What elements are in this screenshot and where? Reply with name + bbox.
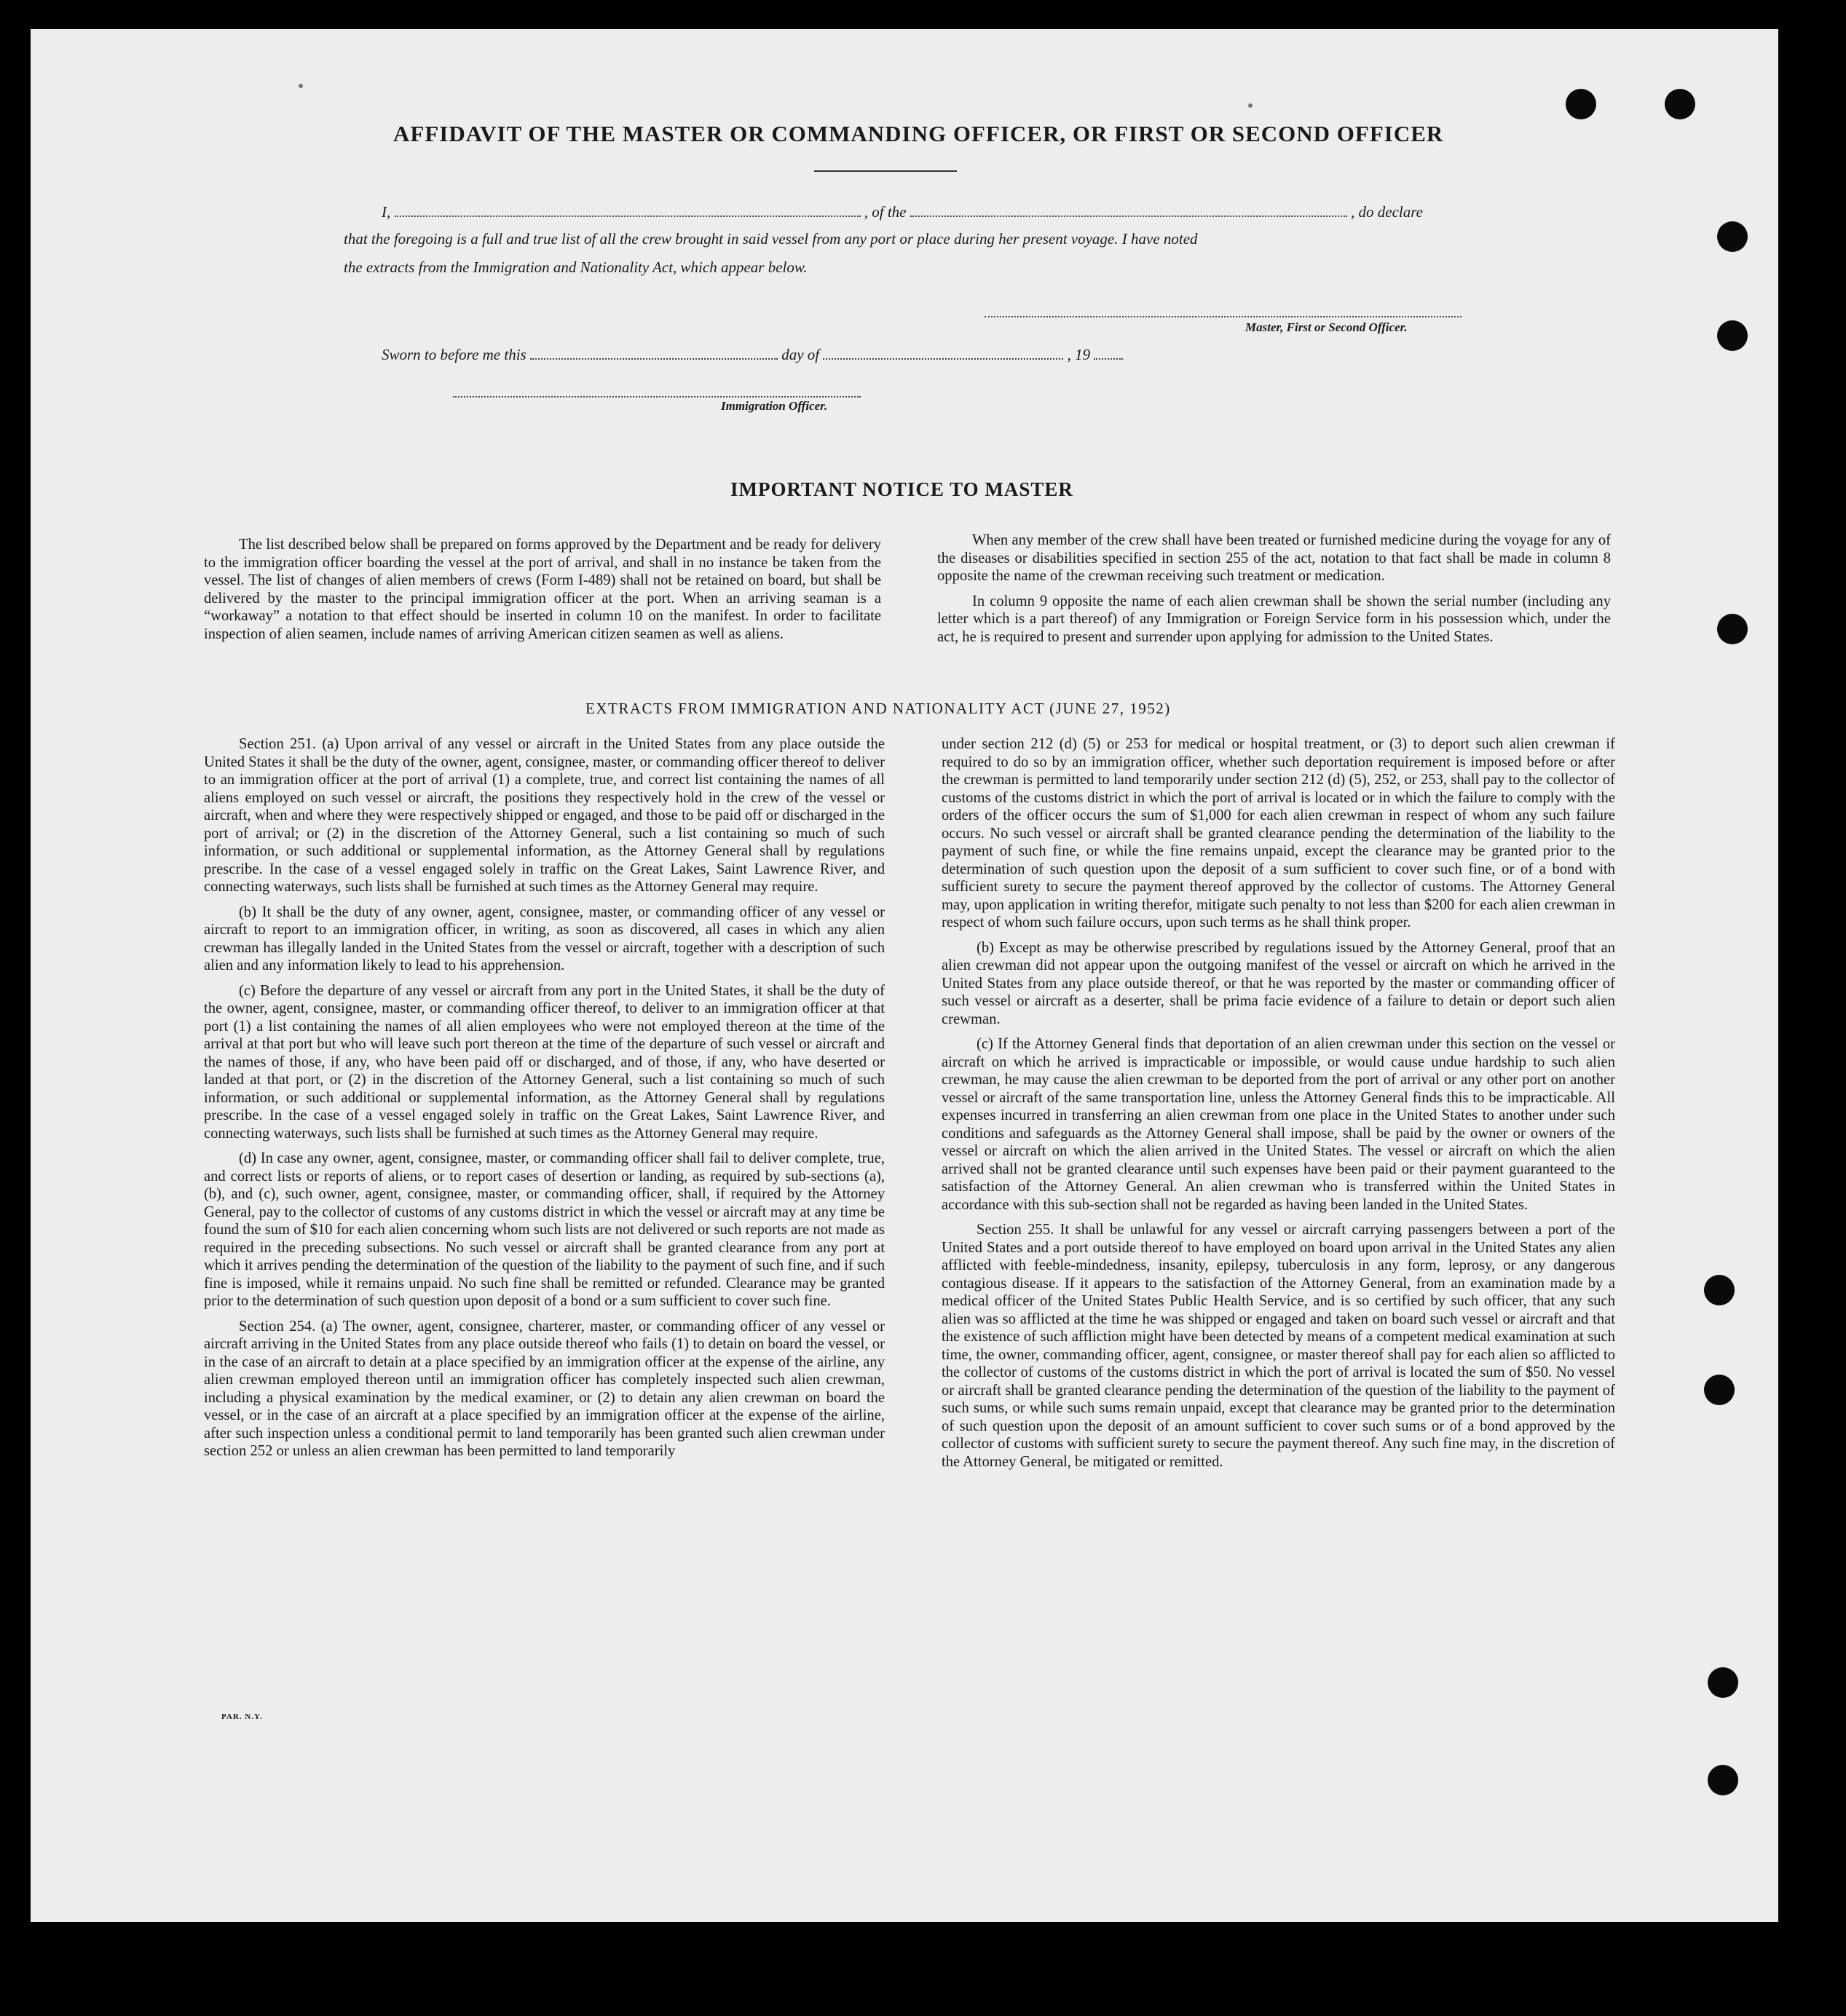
punch-hole-4 [1717,320,1748,351]
sworn-day-blank [530,345,778,360]
title-underline [814,170,957,172]
punch-hole-3 [1717,221,1748,252]
punch-hole-7 [1704,1375,1735,1405]
notice-left-column [204,536,881,650]
section-255-paragraph: Section 255. It shall be unlawful for any vessel or aircraft carrying passengers between a port of the United States and a port outside thereof to have employed on board upon arrival in the United States any alien afflicted with feeble-mindedness, insanity, epilepsy, tuberculosis in any form, leprosy, or any dangerous contagious disease. If it appears to the satisfaction of the Attorney General, from an examination made by a medical officer of the United States Public Health Service, and is so certified by such officer, that any such alien was so afflicted at the time he was shipped or engaged and taken on board such vessel or aircraft and that the existence of such affliction might have been detected by means of a competent medical examination at such time, the owner, commanding officer, agent, consignee, or master thereof shall pay for each alien so afflicted to the collector of customs of the customs district in which the port of arrival is located the sum of $50. No vessel or aircraft shall be granted clearance pending the determination of the question of the liability to the payment of such sums, or while such sums remain unpaid, except that clearance may be granted prior to the determination of such question upon the deposit of an amount sufficient to cover such sums or of a bond approved by the collector of customs with sufficient surety to secure the payment thereof. Any such fine may, in the discretion of the Attorney General, be mitigated or remitted. [942,1222,1615,1470]
sworn-month-blank [823,345,1063,360]
sworn-line [382,345,1123,364]
sworn-label: Sworn to before me this [382,346,526,363]
section-251b-paragraph: (b) It shall be the duty of any owner, agent, consignee, master, or commanding officer of any vessel or aircraft to report to an immigration officer, in writing, as soon as discovered, all cases in which any alien crewman has illegally landed in the United States from the vessel or aircraft, together with a description of such alien and any information likely to lead to his apprehension. [204,904,885,973]
officer-signature-line [453,396,861,398]
sworn-year-blank [1094,345,1123,360]
section-251d-paragraph: (d) In case any owner, agent, consignee, master, or commanding officer shall fail to deliver complete, true, and correct lists or reports of aliens, or to report cases of desertion or landing, as required by sub-sections (a), (b), and (c), such owner, agent, consignee, master, or commanding officer, shall, if required by the Attorney General, pay to the collector of customs of any customs district in which the vessel or aircraft may at any time be found the sum of $10 for each alien concerning whom such lists are not delivered or such reports are not made as required in the preceding subsections. No such vessel or aircraft shall be granted clearance from any port at which it arrives pending the determination of the question of the liability to the payment of such fine, and if such fine is imposed, while it remains unpaid. No such fine shall be remitted or refunded. Clearance may be granted prior to the determination of such question upon deposit of a bond or a sum sufficient to cover such fine. [204,1150,885,1309]
punch-hole-9 [1708,1765,1738,1795]
section-251c-paragraph: (c) Before the departure of any vessel or aircraft from any port in the United States, it shall be the duty of the owner, agent, consignee, master, or commanding officer thereof, to deliver to an immigration officer at that port (1) a list containing the names of all alien employees who were not employed thereon at the time of the arrival at that port but who will leave such port thereon at the time of the departure of such vessel or aircraft and the names of those, if any, who have been paid off or discharged, and of those, if any, who have deserted or landed at that port, or (2) in the discretion of the Attorney General, such a list containing so much of such information, or such additional or supplemental information, as the Attorney General shall by regulations prescribe. In the case of a vessel engaged solely in traffic on the Great Lakes, Saint Lawrence River, and connecting waterways, such lists shall be furnished at such times as the Attorney General may require. [204,982,885,1142]
name-blank [395,202,861,217]
notice-paragraph: The list described below shall be prepared on forms approved by the Department and be ready for delivery to the immigration officer boarding the vessel at the port of arrival, and shall in no instance be taken from the vessel. The list of changes of alien members of crews (Form I-489) shall not be retained on board, but shall be delivered by the master to the principal immigration officer at the port. When an arriving seaman is a “workaway” a notation to that effect should be inserted in column 10 on the manifest. In order to facilitate inspection of alien seamen, include names of arriving American citizen seamen as well as aliens. [204,537,881,642]
section-254c-paragraph: (c) If the Attorney General finds that deportation of an alien crewman under this section on the vessel or aircraft on which he arrived is impracticable or impossible, or would cause undue hardship to such alien crewman, he may cause the alien crewman to be deported from the port of arrival or any other port on another vessel or aircraft of the same transportation line, unless the Attorney General finds this to be impracticable. All expenses incurred in transferring an alien crewman from one place in the United States to another under such conditions and safeguards as the Attorney General shall impose, shall be paid by the owner or owners of the vessel or aircraft on which the alien arrived in the United States. The vessel or aircraft on which the alien arrived shall not be granted clearance until such expenses have been paid or their payment guaranteed to the satisfaction of the Attorney General. An alien crewman who is transferred within the United States in accordance with this sub-section shall not be regarded as having been landed in the United States. [942,1036,1615,1213]
master-signature-label: Master, First or Second Officer. [1245,320,1408,334]
affidavit-line-1 [382,202,1423,221]
notice-right-column [937,531,1611,653]
extracts-right-column [942,735,1615,1478]
affidavit-do-declare: , do declare [1351,203,1423,221]
extracts-heading: EXTRACTS FROM IMMIGRATION AND NATIONALITY ACT (JUNE 27, 1952) [585,700,1171,717]
sworn-year-prefix: , 19 [1067,346,1091,363]
punch-hole-1 [1566,89,1596,119]
notice-heading: IMPORTANT NOTICE TO MASTER [730,478,1073,500]
notice-paragraph: In column 9 opposite the name of each alien crewman shall be shown the serial number (including any letter which is a part thereof) of any Immigration or Foreign Service form in his possession which, under the act, he is required to present and surrender upon applying for admission to the United States. [937,593,1611,645]
section-251a-paragraph: Section 251. (a) Upon arrival of any vessel or aircraft in the United States from any place outside the United States it shall be the duty of the owner, agent, consignee, master, or commanding officer thereof to deliver to an immigration officer at the port of arrival (1) a complete, true, and correct list containing the names of all aliens employed on such vessel or aircraft, the positions they respectively hold in the crew of the vessel or aircraft, when and where they were respectively shipped or engaged, and those to be paid off or discharged in the port of arrival; or (2) in the discretion of the Attorney General, such a list containing so much of such information, or such additional or supplemental information, as the Attorney General shall by regulations prescribe. In the case of a vessel engaged solely in traffic on the Great Lakes, Saint Lawrence River, and connecting waterways, such lists shall be furnished at such times as the Attorney General may require. [204,736,885,895]
notice-paragraph: When any member of the crew shall have been treated or furnished medicine during the voyage for any of the diseases or disabilities specified in section 255 of the act, notation to that fact shall be made in column 8 opposite the name of the crewman receiving such treatment or medication. [937,532,1611,584]
sworn-day-of: day of [781,346,820,363]
section-254-continued-paragraph: under section 212 (d) (5) or 253 for medical or hospital treatment, or (3) to deport such alien crewman if required to do so by an immigration officer, whether such deportation requirement is imposed before or after the crewman is permitted to land temporarily under section 212 (d) (5), 252, or 253, shall pay to the collector of customs of the customs district in which the port of arrival is located or in which the failure to comply with the orders of the officer occurs the sum of $1,000 for each alien crewman in respect of whom any such failure occurs. No such vessel or aircraft shall be granted clearance pending the determination of the liability to the payment of such fine, or while the fine remains unpaid, except the clearance may be granted prior to the determination of such question upon the deposit of a sum sufficient to cover such fine, or of a bond with sufficient surety to secure the payment thereof approved by the collector of customs. The Attorney General may, upon application in writing therefor, mitigate such penalty to not less than $200 for each alien crewman in respect of whom such failure occurs, upon such terms as he shall think proper. [942,736,1615,930]
vessel-blank [910,202,1347,217]
officer-signature-label: Immigration Officer. [721,399,828,413]
printer-mark: PAR. N.Y. [221,1712,263,1721]
affidavit-pronoun: I, [382,203,391,221]
affidavit-line-3: the extracts from the Immigration and Nationality Act, which appear below. [344,258,808,276]
section-254a-paragraph: Section 254. (a) The owner, agent, consignee, charterer, master, or commanding officer of any vessel or aircraft arriving in the United States from any place outside thereof who fails (1) to detain on board the vessel, or in the case of an aircraft to detain at a place specified by an immigration officer at the expense of the airline, any alien crewman employed thereon until an immigration officer has completely inspected such alien crewman, including a physical examination by the medical examiner, or (2) to detain any alien crewman on board the vessel, or in the case of an aircraft at a place specified by an immigration officer at the expense of the airline, after such inspection unless a conditional permit to land temporarily has been granted such alien crewman under section 252 or unless an alien crewman has been permitted to land temporarily [204,1318,885,1459]
affidavit-of-the: , of the [864,203,907,221]
affidavit-title: AFFIDAVIT OF THE MASTER OR COMMANDING OFFICER, OR FIRST OR SECOND OFFICER [393,121,1444,146]
section-254b-paragraph: (b) Except as may be otherwise prescribed by regulations issued by the Attorney General, proof that an alien crewman did not appear upon the outgoing manifest of the vessel or aircraft on which he arrived in the United States from any place outside thereof, or that he was reported by the master or commanding officer of such vessel or aircraft as a deserter, shall be prima facie evidence of a failure to detain or deport such alien crewman. [942,939,1615,1027]
speck [1248,103,1253,108]
punch-hole-8 [1708,1667,1738,1698]
affidavit-line-2: that the foregoing is a full and true list of all the crew brought in said vessel from any port or place during her present voyage. I have noted [344,230,1198,248]
punch-hole-6 [1704,1275,1735,1305]
extracts-left-column [204,735,885,1468]
punch-hole-5 [1717,614,1748,644]
punch-hole-2 [1665,89,1695,119]
speck [299,84,303,88]
master-signature-line [985,316,1462,317]
